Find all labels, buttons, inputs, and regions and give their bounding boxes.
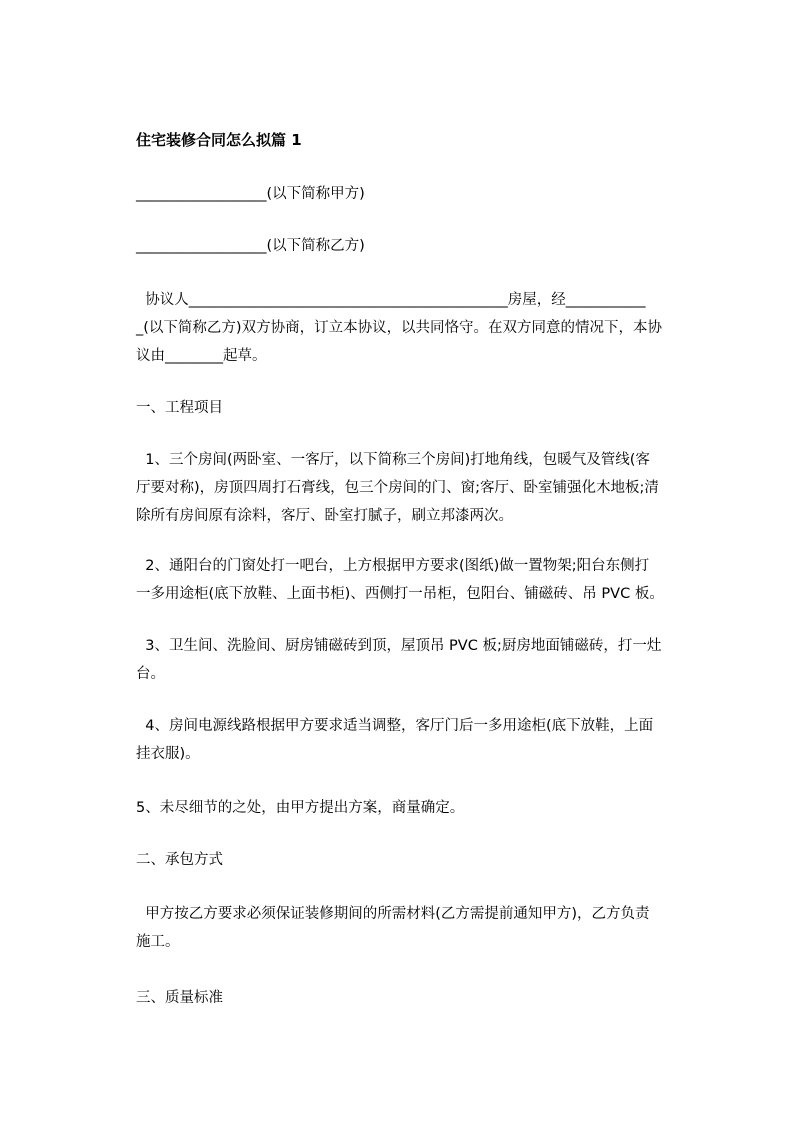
item-5-line: 5、未尽细节的之处，由甲方提出方案，商量确定。 bbox=[136, 800, 465, 816]
item-3-paragraph bbox=[136, 632, 700, 688]
section-2-heading: 二、承包方式 bbox=[136, 852, 223, 868]
item-3-line-2: 台。 bbox=[136, 666, 165, 682]
intro-paragraph bbox=[136, 286, 700, 370]
section-2-line-2: 施工。 bbox=[136, 934, 180, 950]
section-2-paragraph bbox=[136, 900, 700, 956]
item-1-line-2: 厅要对称)，房顶四周打石膏线，包三个房间的门、窗;客厅、卧室铺强化木地板;清 bbox=[136, 480, 659, 496]
item-2-paragraph bbox=[136, 552, 700, 608]
section-3-heading: 三、质量标准 bbox=[136, 990, 223, 1006]
item-2-line-2: 一多用途柜(底下放鞋、上面书柜)、西侧打一吊柜，包阳台、铺磁砖、吊 PVC 板。 bbox=[136, 586, 664, 602]
item-1-line-3: 除所有房间原有涂料，客厅、卧室打腻子，刷立邦漆两次。 bbox=[136, 508, 513, 524]
item-3-line-1: 3、卫生间、洗脸间、厨房铺磁砖到顶，屋顶吊 PVC 板;厨房地面铺磁砖，打一灶 bbox=[136, 638, 662, 654]
intro-line-1: 协议人____________________________________________房屋，经___________ bbox=[136, 292, 646, 308]
item-1-paragraph bbox=[136, 446, 700, 530]
item-4-paragraph bbox=[136, 712, 700, 768]
document-title: 住宅装修合同怎么拟篇 1 bbox=[136, 131, 302, 149]
party-b-line: __________________(以下简称乙方) bbox=[136, 238, 365, 254]
section-2-line-1: 甲方按乙方要求必须保证装修期间的所需材料(乙方需提前通知甲方)，乙方负责 bbox=[136, 906, 650, 922]
party-a-line: __________________(以下简称甲方) bbox=[136, 186, 365, 202]
intro-line-3: 议由________起草。 bbox=[136, 348, 267, 364]
item-1-line-1: 1、三个房间(两卧室、一客厅，以下简称三个房间)打地角线，包暖气及管线(客 bbox=[136, 452, 650, 468]
item-4-line-2: 挂衣服)。 bbox=[136, 746, 200, 762]
intro-line-2: _(以下简称乙方)双方协商，订立本协议，以共同恪守。在双方同意的情况下，本协 bbox=[136, 320, 663, 336]
section-1-heading: 一、工程项目 bbox=[136, 400, 223, 416]
item-2-line-1: 2、通阳台的门窗处打一吧台，上方根据甲方要求(图纸)做一置物架;阳台东侧打 bbox=[136, 558, 650, 574]
item-4-line-1: 4、房间电源线路根据甲方要求适当调整，客厅门后一多用途柜(底下放鞋，上面 bbox=[136, 718, 654, 734]
